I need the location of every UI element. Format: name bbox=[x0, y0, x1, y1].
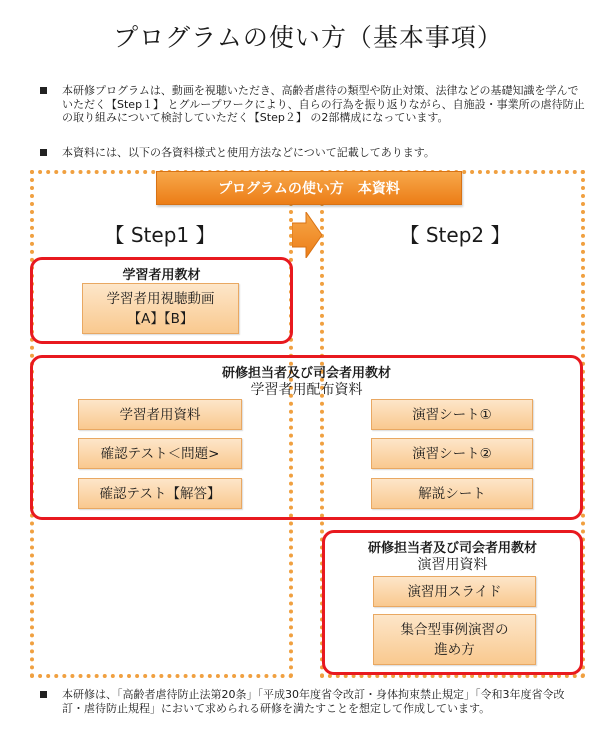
exercise-slides-button[interactable]: 演習用スライド bbox=[373, 576, 536, 607]
program-banner: プログラムの使い方 本資料 bbox=[156, 171, 462, 205]
trainer-exercise-subheading: 演習用資料 bbox=[417, 557, 488, 573]
intro-text-1: 本研修プログラムは、動画を視聴いただき、高齢者虐待の類型や防止対策、法律などの基礎知識を学んでいただく【Step１】 とグループワークにより、自らの行為を振り返りながら、自施設・事業所の虐待防止の取り組みについて検討していただく【Step２】 の2部構成になっています。 bbox=[62, 84, 585, 124]
exercise-sheet-2-button[interactable]: 演習シート② bbox=[371, 438, 533, 469]
bullet-square-icon bbox=[40, 87, 47, 94]
intro-bullet-2 bbox=[40, 146, 585, 160]
step1-label: 【 Step1 】 bbox=[104, 223, 216, 247]
learner-materials-heading: 学習者用教材 bbox=[122, 268, 201, 283]
learner-video-button[interactable] bbox=[82, 283, 239, 334]
footer-bullet bbox=[40, 688, 585, 715]
page-title: プログラムの使い方（基本事項） bbox=[113, 23, 503, 52]
learner-video-line1: 学習者用視聴動画 bbox=[106, 290, 215, 307]
exercise-sheet-1-button[interactable]: 演習シート① bbox=[371, 399, 533, 430]
trainer-distribution-subheading: 学習者用配布資料 bbox=[250, 382, 363, 398]
commentary-sheet-button[interactable]: 解説シート bbox=[371, 478, 533, 509]
right-arrow-icon bbox=[292, 212, 322, 258]
bullet-square-icon bbox=[40, 149, 47, 156]
group-case-guide-line1: 集合型事例演習の bbox=[400, 621, 509, 638]
footer-text: 本研修は、「高齢者虐待防止法第20条」「平成30年度省令改訂・身体拘束禁止規定」「令和3年度省令改訂・虐待防止規程」において求められる研修を満たすことを想定して作成しています。 bbox=[62, 688, 565, 715]
quiz-answers-button[interactable]: 確認テスト【解答】 bbox=[78, 478, 242, 509]
learner-video-line2: 【A】【B】 bbox=[127, 310, 194, 327]
intro-bullet-1 bbox=[40, 84, 585, 125]
intro-text-2: 本資料には、以下の各資料様式と使用方法などについて記載してあります。 bbox=[62, 146, 435, 159]
bullet-square-icon bbox=[40, 691, 47, 698]
step2-label: 【 Step2 】 bbox=[399, 223, 511, 247]
trainer-distribution-heading: 研修担当者及び司会者用教材 bbox=[221, 366, 391, 381]
quiz-questions-button[interactable]: 確認テスト＜問題> bbox=[78, 438, 242, 469]
group-case-guide-line2: 進め方 bbox=[434, 641, 475, 658]
trainer-exercise-heading: 研修担当者及び司会者用教材 bbox=[367, 541, 537, 556]
learner-handout-button[interactable]: 学習者用資料 bbox=[78, 399, 242, 430]
group-case-guide-button[interactable] bbox=[373, 614, 536, 665]
